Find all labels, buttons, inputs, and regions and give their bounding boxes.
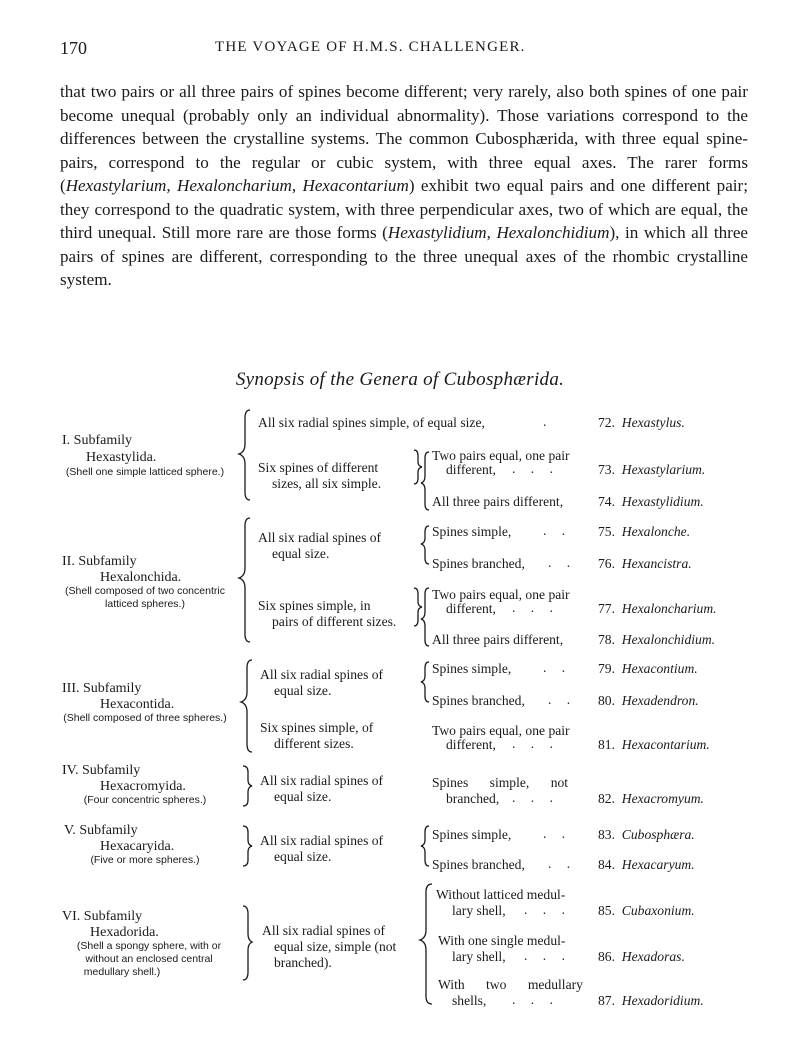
char-vi-two-medullary-2: shells, — [452, 993, 487, 1008]
leader-75: . . — [543, 523, 572, 538]
brace-i — [239, 410, 250, 500]
leader-81: . . . — [512, 736, 559, 751]
leader-87: . . . — [512, 992, 559, 1007]
genus-76: 76. Hexancistra. — [598, 556, 692, 571]
char-iii-a-branched: Spines branched, — [432, 693, 525, 708]
subfamily-iv-label: IV. Subfamily — [62, 763, 141, 778]
char-ii-a-branched: Spines branched, — [432, 556, 525, 571]
genus-85: 85. Cubaxonium. — [598, 903, 695, 918]
char-vi-a-1: All six radial spines of — [262, 923, 386, 938]
leader-73: . . . — [512, 461, 559, 476]
subfamily-vi-note-3: medullary shell.) — [83, 966, 161, 978]
leader-77: . . . — [512, 600, 559, 615]
char-v-a-2: equal size. — [274, 849, 332, 864]
char-vi-a-3: branched). — [274, 955, 332, 970]
leader-79: . . — [543, 660, 572, 675]
leader-80: . . — [548, 692, 577, 707]
char-ii-a-2: equal size. — [272, 546, 330, 561]
brace-i-b — [414, 450, 422, 484]
subfamily-v-name: Hexacaryida. — [100, 839, 175, 854]
char-iii-a-2: equal size. — [274, 683, 332, 698]
genus-75: 75. Hexalonche. — [598, 524, 691, 539]
leader-72: . — [543, 414, 553, 429]
genus-80: 80. Hexadendron. — [598, 693, 699, 708]
subfamily-v-note: (Five or more spheres.) — [90, 854, 200, 866]
char-vi-a-2: equal size, simple (not — [274, 939, 397, 954]
char-ii-b-2: pairs of different sizes. — [272, 614, 397, 629]
intro-text-1: that two pairs or all three pairs of spines become different; very rarely, also both spines of one pair become unequal (probably only an individual abnormality). Those variations correspond to the differences between the crystalline systems. The common Cubosphærida, with three equal spine-pairs, correspond to the regular or cubic system, with three equal axes. The rarer forms ( — [60, 82, 748, 195]
genus-86: 86. Hexadoras. — [598, 949, 685, 964]
char-vi-without-medullary-1: Without latticed medul- — [436, 887, 566, 902]
intro-text-2: ) exhibit two equal pairs and one different pair; they correspond to the quadratic system, with three perpendicular axes, two of which are equal, the third unequal. Still more rare are those forms ( — [60, 176, 748, 242]
brace-v — [243, 826, 252, 866]
genus-79: 79. Hexacontium. — [598, 661, 698, 676]
char-vi-without-medullary-2: lary shell, — [452, 903, 506, 918]
brace-v-a — [421, 826, 429, 866]
subfamily-ii-name: Hexalonchida. — [100, 570, 182, 585]
char-v-a-branched: Spines branched, — [432, 857, 525, 872]
char-i-b-two-equal-2: different, — [446, 462, 496, 477]
char-v-a-simple: Spines simple, — [432, 827, 512, 842]
subfamily-v-label: V. Subfamily — [64, 823, 138, 838]
char-ii-b-two-equal-2: different, — [446, 601, 496, 616]
genus-87: 87. Hexadoridium. — [598, 993, 704, 1008]
genus-73: 73. Hexastylarium. — [598, 462, 706, 477]
char-iv-a-2: equal size. — [274, 789, 332, 804]
brace-i-b-sub — [421, 452, 429, 510]
char-ii-a-1: All six radial spines of — [258, 530, 382, 545]
subfamily-ii-note-1: (Shell composed of two concentric — [65, 585, 225, 597]
char-iii-b-two-equal-1: Two pairs equal, one pair — [432, 723, 570, 738]
subfamily-vi-note-1: (Shell a spongy sphere, with or — [76, 940, 222, 952]
genus-78: 78. Hexalonchidium. — [598, 632, 716, 647]
subfamily-vi-note-2: without an enclosed central — [85, 953, 213, 965]
brace-ii-b-right — [421, 588, 429, 646]
subfamily-i-note: (Shell one simple latticed sphere.) — [65, 466, 225, 478]
leader-84: . . — [548, 856, 577, 871]
char-vi-one-medullary-2: lary shell, — [452, 949, 506, 964]
brace-iii — [241, 660, 252, 752]
char-iv-simple-not-branched-1: Spines simple, not — [432, 775, 569, 790]
brace-iii-a — [421, 662, 429, 702]
leader-76: . . — [548, 555, 577, 570]
char-i-b-all-different: All three pairs different, — [432, 494, 564, 509]
brace-ii-b-left — [414, 588, 422, 626]
char-iv-simple-not-branched-2: branched, — [446, 791, 500, 806]
leader-85: . . . — [524, 902, 571, 917]
char-ii-b-1: Six spines simple, in — [258, 598, 371, 613]
char-iii-b-2: different sizes. — [274, 736, 354, 751]
char-ii-b-all-different: All three pairs different, — [432, 632, 564, 647]
page-number: 170 — [60, 38, 87, 58]
subfamily-iii-note: (Shell composed of three spheres.) — [63, 712, 227, 724]
page-header — [60, 38, 760, 62]
char-vi-one-medullary-1: With one single medul- — [438, 933, 566, 948]
genus-72: 72. Hexastylus. — [598, 415, 685, 430]
leader-86: . . . — [524, 948, 571, 963]
subfamily-iv-name: Hexacromyida. — [100, 779, 186, 794]
char-iii-a-1: All six radial spines of — [260, 667, 384, 682]
char-iii-a-simple: Spines simple, — [432, 661, 512, 676]
subfamily-iii-label: III. Subfamily — [62, 681, 142, 696]
intro-text-3: ), in which all three pairs of spines are different, corresponding to the three unequal axes of the rhombic crystalline system. — [60, 223, 748, 289]
char-iv-a-1: All six radial spines of — [260, 773, 384, 788]
genus-83: 83. Cubosphæra. — [598, 827, 695, 842]
subfamily-ii-note-2: latticed spheres.) — [105, 598, 185, 610]
subfamily-i-name: Hexastylida. — [86, 450, 157, 465]
subfamily-iv-note: (Four concentric spheres.) — [83, 794, 207, 806]
genus-81: 81. Hexacontarium. — [598, 737, 710, 752]
genus-82: 82. Hexacromyum. — [598, 791, 704, 806]
char-i-b-two-equal-1: Two pairs equal, one pair — [432, 448, 570, 463]
subfamily-ii-label: II. Subfamily — [62, 554, 137, 569]
char-i-b-1: Six spines of different — [258, 460, 379, 475]
subfamily-iii-name: Hexacontida. — [100, 697, 175, 712]
intro-genera-2: Hexastylidium, Hexalonchidium — [387, 223, 610, 242]
genus-84: 84. Hexacaryum. — [598, 857, 695, 872]
char-i-a: All six radial spines simple, of equal size, — [258, 415, 485, 430]
leader-82: . . . — [512, 790, 559, 805]
char-vi-two-medullary-1: With two medullary — [438, 977, 583, 992]
char-iii-b-1: Six spines simple, of — [260, 720, 374, 735]
leader-83: . . — [543, 826, 572, 841]
intro-genera-1: Hexastylarium, Hexaloncharium, Hexacontarium — [65, 176, 409, 195]
brace-ii-a — [421, 526, 429, 564]
synopsis-title: Synopsis of the Genera of Cubosphærida. — [235, 369, 565, 390]
genus-74: 74. Hexastylidium. — [598, 494, 704, 509]
char-v-a-1: All six radial spines of — [260, 833, 384, 848]
char-i-b-2: sizes, all six simple. — [272, 476, 382, 491]
intro-paragraph — [60, 80, 748, 292]
brace-vi-right — [420, 884, 432, 1004]
brace-ii — [239, 518, 250, 642]
running-title: THE VOYAGE OF H.M.S. CHALLENGER. — [215, 39, 526, 55]
genus-77: 77. Hexaloncharium. — [598, 601, 717, 616]
subfamily-vi-name: Hexadorida. — [90, 925, 159, 940]
brace-iv — [243, 766, 252, 806]
char-iii-b-two-equal-2: different, — [446, 737, 496, 752]
char-ii-a-simple: Spines simple, — [432, 524, 512, 539]
subfamily-i-label: I. Subfamily — [62, 433, 133, 448]
char-ii-b-two-equal-1: Two pairs equal, one pair — [432, 587, 570, 602]
subfamily-vi-label: VI. Subfamily — [62, 909, 143, 924]
